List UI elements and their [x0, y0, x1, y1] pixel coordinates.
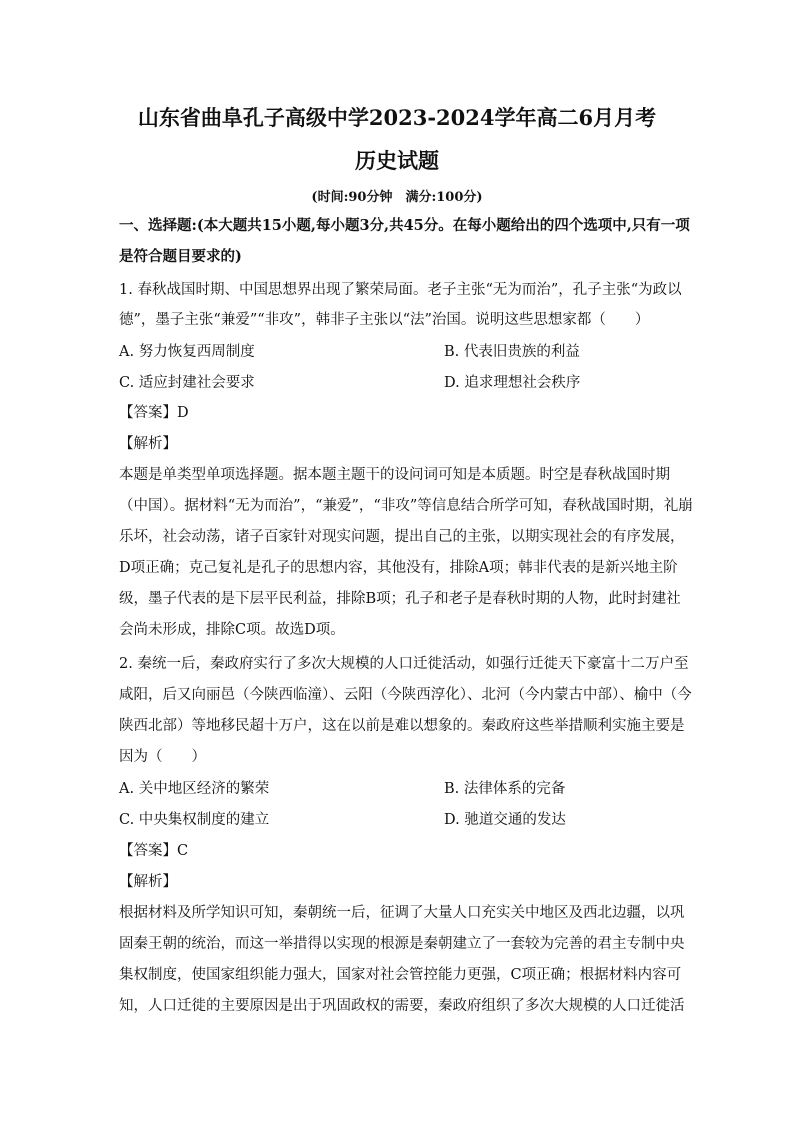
question-1-analysis-line: 本题是单类型单项选择题。据本题主题干的设问词可知是本质题。时空是春秋战国时期	[119, 467, 670, 483]
question-1-stem-cont: 德”，墨子主张“兼爱”“非攻”，韩非子主张以“法”治国。说明这些思想家都（ ）	[119, 312, 650, 328]
question-1-option-d: D. 追求理想社会秩序	[444, 375, 581, 391]
question-2-analysis-line: 集权制度，使国家组织能力强大，国家对社会管控能力更强，C项正确；根据材料内容可	[119, 967, 682, 983]
question-2-option-b: B. 法律体系的完备	[444, 781, 566, 797]
question-2-stem-cont: 因为（ ）	[119, 749, 206, 765]
question-2-option-a: A. 关中地区经济的繁荣	[119, 781, 270, 797]
question-2-answer: 【答案】C	[119, 843, 189, 859]
question-2-analysis-line: 固秦王朝的统治，而这一举措得以实现的根源是秦朝建立了一套较为完善的君主专制中央	[119, 936, 685, 952]
question-1-analysis-line: D项正确；克己复礼是孔子的思想内容，其他没有，排除A项；韩非代表的是新兴地主阶	[119, 560, 678, 576]
question-2-analysis-line: 根据材料及所学知识可知，秦朝统一后，征调了大量人口充实关中地区及西北边疆，以巩	[119, 905, 685, 921]
section-heading: 一、选择题:(本大题共15小题,每小题3分,共45分。在每小题给出的四个选项中,只有一项	[119, 217, 690, 234]
question-2-stem-cont: 陕西北部）等地移民超十万户，这在以前是难以想象的。秦政府这些举措顺利实施主要是	[119, 718, 685, 734]
question-1-option-c: C. 适应封建社会要求	[119, 375, 255, 391]
question-2-option-d: D. 驰道交通的发达	[444, 812, 566, 828]
question-1-stem: 1. 春秋战国时期、中国思想界出现了繁荣局面。老子主张“无为而治”，孔子主张“为政以	[119, 282, 682, 298]
exam-subtitle: 历史试题	[355, 148, 439, 173]
question-1-answer: 【答案】D	[119, 405, 189, 421]
question-1-analysis-line: 级，墨子代表的是下层平民利益，排除B项；孔子和老子是春秋时期的人物，此时封建社	[119, 591, 681, 607]
question-2-option-c: C. 中央集权制度的建立	[119, 812, 270, 828]
question-2-stem: 2. 秦统一后，秦政府实行了多次大规模的人口迁徙活动，如强行迁徙天下豪富十二万户至	[119, 656, 689, 672]
question-1-analysis-line: （中国）。据材料“无为而治”，“兼爱”，“非攻”等信息结合所学可知，春秋战国时期，礼崩	[119, 498, 693, 514]
question-1-option-a: A. 努力恢复西周制度	[119, 344, 255, 360]
question-1-analysis-label: 【解析】	[119, 436, 177, 452]
section-heading-cont: 是符合题目要求的)	[119, 248, 242, 265]
question-1-analysis-line: 会尚未形成，排除C项。故选D项。	[119, 622, 345, 638]
exam-title: 山东省曲阜孔子高级中学2023-2024学年高二6月月考	[137, 105, 657, 130]
question-1-analysis-line: 乐坏，社会动荡，诸子百家针对现实问题，提出自己的主张，以期实现社会的有序发展，	[119, 529, 685, 545]
question-2-stem-cont: 咸阳，后又向丽邑（今陕西临潼）、云阳（今陕西淳化）、北河（今内蒙古中部）、榆中（今	[119, 687, 692, 703]
question-2-analysis-label: 【解析】	[119, 874, 177, 890]
question-2-analysis-line: 知，人口迁徙的主要原因是出于巩固政权的需要，秦政府组织了多次大规模的人口迁徙活	[119, 998, 685, 1014]
exam-meta: (时间:90分钟 满分:100分)	[311, 190, 483, 205]
question-1-option-b: B. 代表旧贵族的利益	[444, 344, 580, 360]
